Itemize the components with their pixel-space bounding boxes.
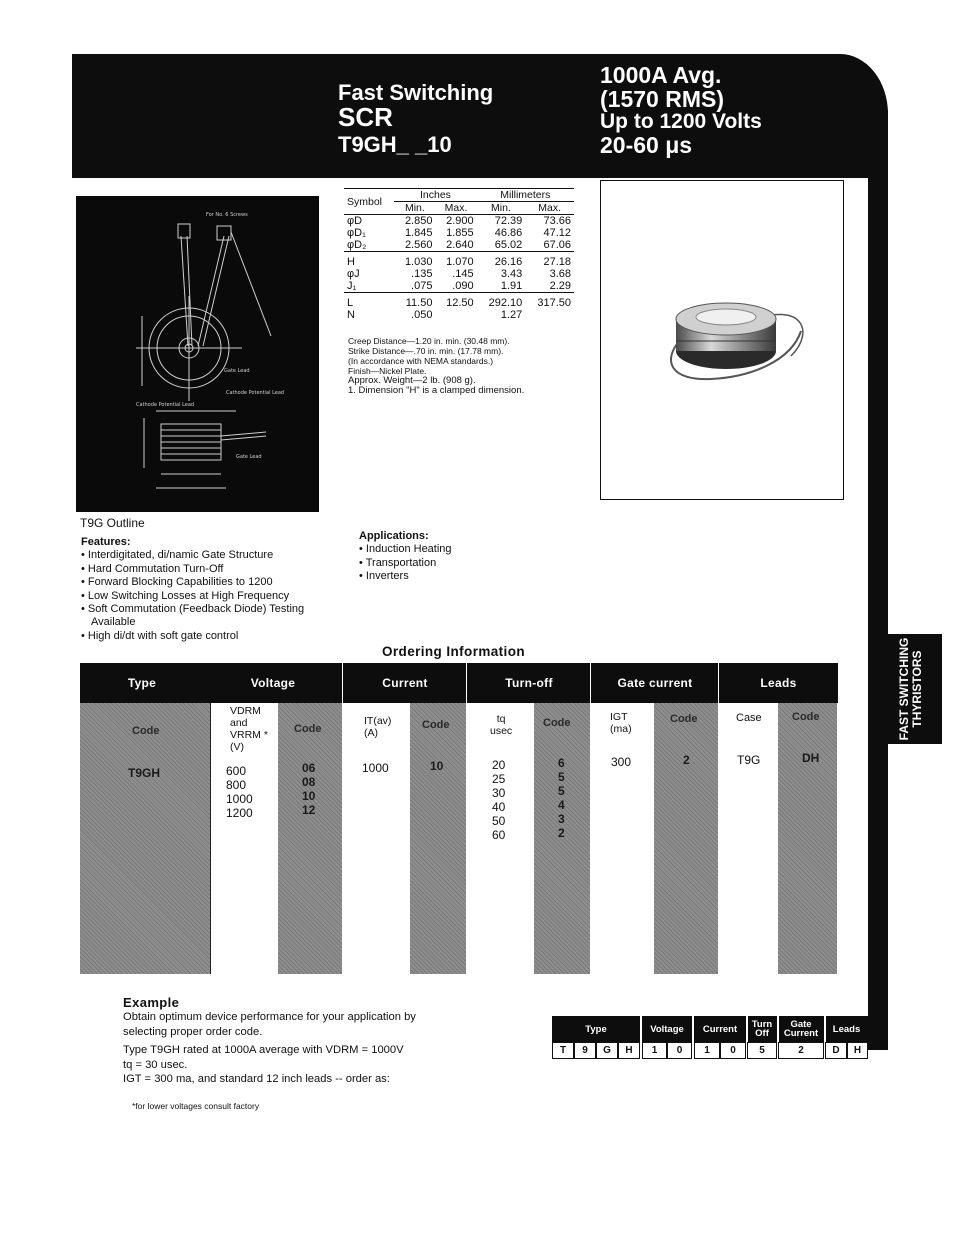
- dim-in-max-header: Max.: [435, 202, 476, 215]
- strip-separator: [692, 1016, 694, 1042]
- applications-list: [359, 530, 559, 584]
- dim-cell-mm-max: 27.18: [543, 256, 571, 268]
- strip-box: 1: [642, 1042, 667, 1059]
- gate-code-label: Code: [670, 713, 698, 725]
- dim-row: [344, 268, 574, 280]
- dim-cell-in-max: 12.50: [446, 297, 474, 309]
- application-item: • Induction Heating: [359, 543, 452, 556]
- strip-box: H: [847, 1042, 868, 1059]
- note-line: Strike Distance—.70 in. min. (17.78 mm).: [348, 346, 504, 356]
- dim-cell-sym: φD: [347, 215, 363, 227]
- strip-separator: [777, 1016, 779, 1042]
- dim-mm-max-header: Max.: [525, 202, 574, 215]
- dim-cell-in-max: 1.855: [446, 227, 474, 239]
- dim-cell-sym: φD₁: [347, 227, 366, 239]
- dim-cell-mm-min: 3.43: [500, 268, 523, 280]
- feature-item: • Low Switching Losses at High Frequency: [81, 589, 290, 602]
- dim-cell-in-min: 2.560: [404, 239, 433, 251]
- dim-cell-mm-min: 292.10: [488, 297, 523, 309]
- outline-drawing: [76, 196, 319, 512]
- voltage-code-label: Code: [294, 723, 322, 735]
- applications-title: Applications:: [359, 530, 429, 542]
- dim-cell-in-min: .075: [411, 280, 433, 292]
- side-tab-label: [880, 634, 942, 744]
- dim-mm-min-header: Min.: [477, 202, 526, 215]
- dim-cell-in-min: 1.845: [404, 227, 433, 239]
- strip-label-leads: Leads: [832, 1023, 861, 1035]
- dim-cell-mm-min: 72.39: [494, 215, 523, 227]
- dim-cell-in-max: .145: [452, 268, 474, 280]
- dim-cell-mm-max: 47.12: [543, 227, 571, 239]
- header-current: Current: [342, 663, 467, 703]
- strip-label-current: Current: [702, 1023, 738, 1035]
- turnoff-codes: 6 5 5 4 3 2: [558, 756, 565, 840]
- dimension-notes: [348, 336, 578, 396]
- dim-row: [344, 309, 574, 321]
- dim-cell-in-min: .050: [411, 309, 433, 321]
- turnoff-description: tq usec: [490, 713, 513, 737]
- current-code-label: Code: [422, 719, 450, 731]
- rating-volts: Up to 1200 Volts: [600, 110, 762, 133]
- strip-label-gate-current: Gate Current: [783, 1019, 819, 1039]
- features-list: [81, 536, 341, 643]
- strip-box: 0: [720, 1042, 746, 1059]
- dim-row: [344, 227, 574, 239]
- dim-cell-in-max: 1.070: [446, 256, 474, 268]
- strip-box: 5: [747, 1042, 777, 1059]
- header-gate-current: Gate current: [590, 663, 719, 703]
- strip-box: D: [825, 1042, 847, 1059]
- strip-box: 1: [694, 1042, 720, 1059]
- leads-code-label: Code: [792, 711, 820, 723]
- type-code-label: Code: [132, 725, 160, 737]
- voltage-code-column: [278, 663, 342, 974]
- example-line: tq = 30 usec.: [123, 1058, 188, 1071]
- dim-cell-mm-max: [525, 309, 574, 321]
- outline-caption: T9G Outline: [80, 516, 145, 530]
- dim-in-min-header: Min.: [394, 202, 435, 215]
- voltage-description: VDRM and VRRM * (V): [230, 705, 268, 753]
- header-leads: Leads: [718, 663, 838, 703]
- dim-inches-header: Inches: [394, 189, 476, 202]
- leads-description: Case: [736, 712, 762, 724]
- header-type: Type: [80, 663, 204, 703]
- ordering-title: Ordering Information: [382, 644, 525, 659]
- strip-label-turnoff: Turn Off: [751, 1019, 773, 1039]
- dim-cell-mm-max: 317.50: [537, 297, 571, 309]
- strip-box: G: [596, 1042, 618, 1059]
- footnote: *for lower voltages consult factory: [132, 1101, 260, 1111]
- outline-svg: [76, 196, 319, 512]
- example-line: Obtain optimum device performance for your application by: [123, 1011, 416, 1023]
- note-line: (In accordance with NEMA standards.): [348, 356, 494, 366]
- device-illustration: [601, 181, 842, 498]
- dim-mm-header: Millimeters: [477, 189, 574, 202]
- strip-label-type: Type: [585, 1023, 607, 1035]
- leads-code: DH: [802, 751, 820, 765]
- title-line-1: Fast Switching: [338, 80, 494, 105]
- strip-box: 0: [667, 1042, 692, 1059]
- strip-label-voltage: Voltage: [650, 1023, 684, 1035]
- dim-cell-sym: H: [347, 256, 355, 268]
- product-photo: [600, 180, 844, 500]
- dim-cell-sym: L: [347, 297, 354, 309]
- dim-cell-mm-min: 1.91: [500, 280, 523, 292]
- note-line: 1. Dimension "H" is a clamped dimension.: [348, 385, 525, 396]
- outline-label-screws: For No. 6 Screws: [206, 212, 248, 218]
- leads-value: T9G: [737, 753, 761, 767]
- feature-item: • High di/dt with soft gate control: [81, 629, 239, 642]
- dim-row: [344, 256, 574, 268]
- application-item: • Inverters: [359, 570, 409, 583]
- strip-separator: [824, 1016, 826, 1042]
- dim-cell-in-max: .090: [452, 280, 474, 292]
- rating-turnoff: 20-60 μs: [600, 132, 693, 158]
- strip-separator: [640, 1016, 642, 1042]
- application-item: • Transportation: [359, 556, 437, 569]
- dim-cell-in-min: 2.850: [404, 215, 433, 227]
- current-desc-column: [342, 663, 410, 974]
- turnoff-code-label: Code: [543, 717, 571, 729]
- example-line: Type T9GH rated at 1000A average with VDRM = 1000V: [123, 1044, 404, 1056]
- voltage-codes: 06 08 10 12: [302, 761, 316, 817]
- dim-cell-sym: N: [347, 309, 355, 321]
- features-title: Features:: [81, 536, 131, 548]
- gate-code-column: [654, 663, 718, 974]
- current-code: 10: [430, 759, 444, 773]
- feature-item: • Hard Commutation Turn-Off: [81, 562, 224, 575]
- current-value: 1000: [362, 761, 389, 775]
- voltage-values: 600 800 1000 1200: [226, 764, 253, 820]
- dim-cell-in-max: 2.900: [446, 215, 474, 227]
- side-tab-line1: FAST SWITCHING: [897, 637, 911, 741]
- leads-desc-column: [718, 663, 778, 974]
- dim-cell-in-min: .135: [411, 268, 433, 280]
- title-line-2: SCR: [338, 102, 393, 132]
- outline-label-cathode-2: Cathode Potential Lead: [136, 402, 195, 408]
- dim-cell-in-max: 2.640: [446, 239, 474, 251]
- strip-box: T: [552, 1042, 574, 1059]
- dim-cell-mm-max: 3.68: [549, 268, 571, 280]
- gate-desc-column: [590, 663, 654, 974]
- strip-box: H: [618, 1042, 640, 1059]
- dim-cell-in-min: 1.030: [404, 256, 433, 268]
- turnoff-values: 20 25 30 40 50 60: [492, 758, 506, 842]
- header-turnoff: Turn-off: [466, 663, 591, 703]
- current-description: IT(av) (A): [364, 715, 392, 739]
- outline-label-cathode: Cathode Potential Lead: [226, 390, 285, 396]
- example-line: selecting proper order code.: [123, 1025, 263, 1038]
- dim-cell-mm-max: 73.66: [543, 215, 571, 227]
- feature-item: • Forward Blocking Capabilities to 1200: [81, 576, 273, 589]
- dimension-table: [344, 188, 574, 321]
- dim-row: [344, 280, 574, 293]
- example-line: IGT = 300 ma, and standard 12 inch leads -- order as:: [123, 1073, 390, 1085]
- dim-row: [344, 297, 574, 309]
- current-code-column: [410, 663, 466, 974]
- rating-rms: (1570 RMS): [600, 86, 724, 112]
- dim-row: [344, 239, 574, 252]
- gate-code: 2: [683, 753, 690, 767]
- gate-value: 300: [611, 755, 632, 769]
- rating-avg: 1000A Avg.: [600, 62, 722, 88]
- order-code-strip: [552, 1016, 868, 1059]
- dim-cell-sym: φJ: [347, 268, 360, 280]
- part-number: T9GH_ _10: [338, 132, 452, 157]
- dim-row: [344, 215, 574, 228]
- dim-cell-mm-min: 1.27: [500, 309, 523, 321]
- leads-code-column: [778, 663, 837, 974]
- dim-cell-sym: φD₂: [347, 239, 367, 251]
- ordering-table: [80, 663, 837, 974]
- strip-separator: [746, 1016, 748, 1042]
- strip-box: 2: [778, 1042, 824, 1059]
- example-text: [123, 1010, 523, 1087]
- dim-cell-mm-min: 26.16: [494, 256, 523, 268]
- feature-item: • Soft Commutation (Feedback Diode) Testing Available: [81, 603, 305, 629]
- side-edge-bar: [868, 110, 888, 1050]
- type-code-value: T9GH: [128, 766, 161, 780]
- dim-cell-in-max: [435, 309, 476, 321]
- dim-cell-sym: J₁: [347, 280, 357, 292]
- dim-cell-mm-max: 67.06: [543, 239, 571, 251]
- feature-item: • Interdigitated, di/namic Gate Structure: [81, 549, 274, 562]
- note-line: Approx. Weight—2 lb. (908 g).: [348, 375, 476, 386]
- dim-cell-in-min: 11.50: [405, 297, 433, 309]
- outline-label-gate: Gate Lead: [224, 368, 250, 374]
- header-voltage: Voltage: [204, 663, 342, 703]
- strip-box: 9: [574, 1042, 596, 1059]
- dim-cell-mm-max: 2.29: [549, 280, 571, 292]
- type-column: [80, 663, 210, 974]
- dim-cell-mm-min: 65.02: [494, 239, 523, 251]
- dim-symbol-header: Symbol: [344, 189, 394, 215]
- note-line: Creep Distance—1.20 in. min. (30.48 mm).: [348, 336, 510, 346]
- dim-cell-mm-min: 46.86: [494, 227, 523, 239]
- outline-label-gate-2: Gate Lead: [236, 454, 262, 460]
- example-title: Example: [123, 995, 180, 1010]
- note-line: Finish—Nickel Plate.: [348, 366, 427, 376]
- gate-description: IGT (ma): [610, 711, 632, 735]
- side-tab-line2: THYRISTORS: [910, 650, 924, 728]
